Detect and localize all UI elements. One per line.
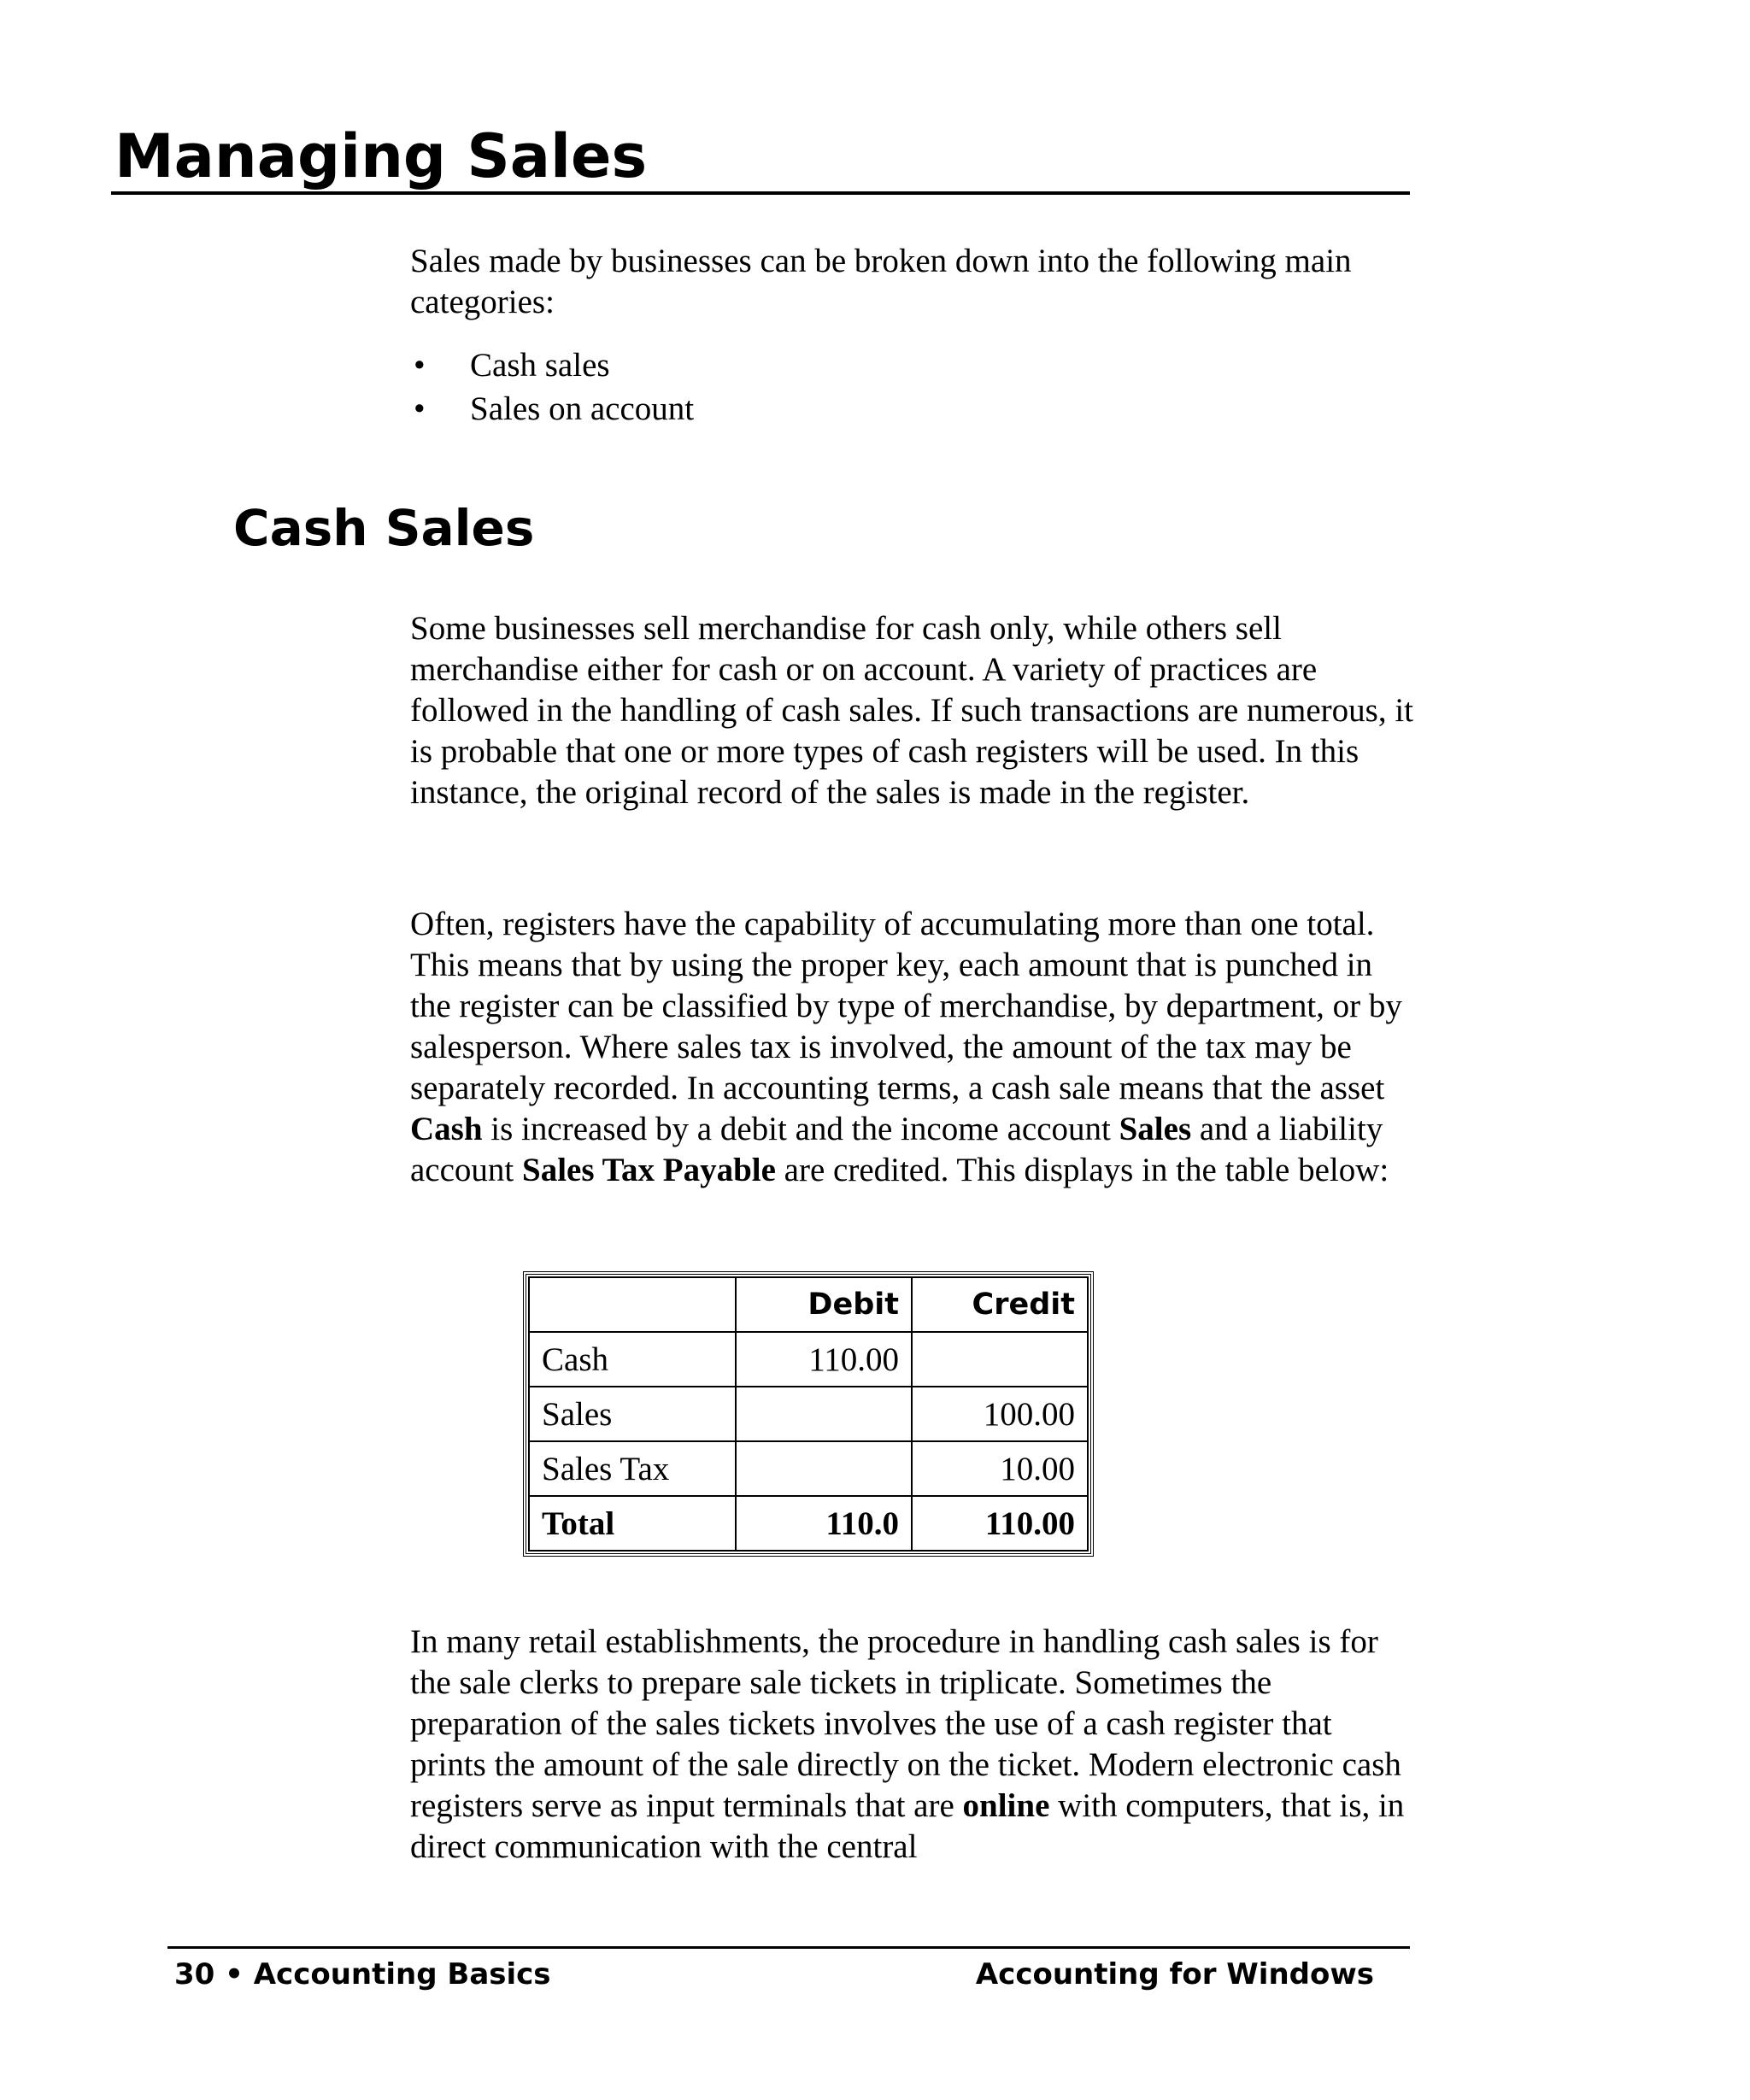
table-header-row [529,1277,1088,1332]
account-cell: Sales Tax [529,1441,736,1496]
credit-cell: 10.00 [912,1441,1088,1496]
column-header-debit: Debit [736,1277,912,1332]
section-heading: Cash Sales [233,499,535,557]
cash-sales-paragraph-1: Some businesses sell merchandise for cash only, while others sell merchandise either for cash or on account. A variety of practices are followed in the handling of cash sales. If such transactions are numerous, it is probable that one or more types of cash registers will be used. In this instance, the original record of the sales is made in the register. [410,610,1414,811]
account-cell: Sales [529,1387,736,1441]
credit-cell [912,1332,1088,1387]
category-list [410,343,694,431]
debit-cell [736,1441,912,1496]
text-run: and a liability account [410,1111,1383,1188]
column-header [529,1277,736,1332]
total-label-cell: Total [529,1496,736,1551]
bullet-icon: • [414,390,426,427]
credit-cell: 100.00 [912,1387,1088,1441]
table-row [529,1387,1088,1441]
bold-term: Sales [1119,1111,1192,1147]
text-run: with computers, that is, in direct communication with the central [410,1787,1405,1865]
table-row [529,1332,1088,1387]
bold-term: online [962,1787,1050,1824]
list-item-label: Sales on account [470,390,695,427]
debit-cell [736,1387,912,1441]
text-run: is increased by a debit and the income account [482,1111,1119,1147]
cash-sales-paragraph-3 [410,1622,1414,1868]
footer-book-title: Accounting for Windows [975,1957,1374,1991]
title-divider [111,191,1410,195]
text-run: are credited. This displays in the table below: [775,1152,1389,1188]
intro-paragraph: Sales made by businesses can be broken down into the following main categories: [410,243,1352,320]
text-run: Often, registers have the capability of accumulating more than one total. This means that by using the proper key, each amount that is punched in the register can be classified by type of merchandise, by department, or by salesperson. Where sales tax is involved, the amount of the tax may be separately recorded. In accounting terms, a cash sale means that the asset [410,906,1402,1106]
bold-term: Sales Tax Payable [522,1152,776,1188]
list-item [410,387,694,431]
total-debit-cell: 110.0 [736,1496,912,1551]
list-item-label: Cash sales [470,347,610,384]
table-row [529,1441,1088,1496]
page-title: Managing Sales [115,121,648,191]
account-cell: Cash [529,1332,736,1387]
debit-cell: 110.00 [736,1332,912,1387]
footer-page-label: 30 • Accounting Basics [174,1957,551,1991]
cash-sales-paragraph-2 [410,904,1414,1191]
bullet-icon: • [414,347,426,384]
text-run: In many retail establishments, the procedure in handling cash sales is for the sale clerks to prepare sale tickets in triplicate. Sometimes the preparation of the sales tickets involves the use of a cash register that prints the amount of the sale directly on the ticket. Modern electronic cash registers serve as input terminals that are [410,1623,1401,1824]
total-credit-cell: 110.00 [912,1496,1088,1551]
table-total-row [529,1496,1088,1551]
column-header-credit: Credit [912,1277,1088,1332]
bold-term: Cash [410,1111,483,1147]
list-item [410,343,694,387]
journal-entry-table [523,1271,1094,1557]
footer-divider [167,1946,1410,1949]
